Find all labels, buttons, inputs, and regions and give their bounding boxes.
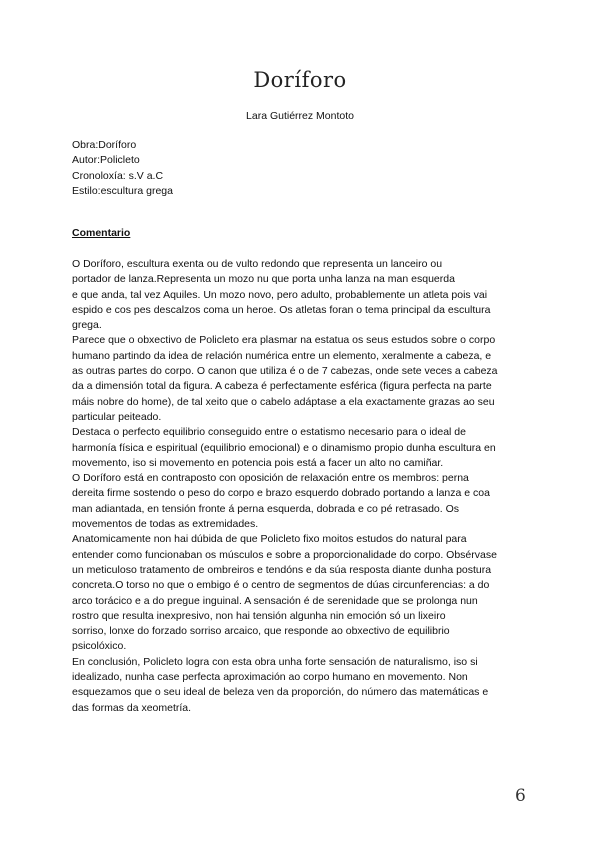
body-line: psicolóxico. <box>72 640 127 653</box>
body-line: En conclusión, Policleto logra con esta obra unha forte sensación de naturalismo, iso si <box>72 655 478 668</box>
body-line: arco torácico e a do pregue inguinal. A sensación é de serenidade que se prolonga nun <box>72 594 478 607</box>
body-line: máis nobre do home), de tal xeito que o cabelo adáptase a ela exactamente grazas ao seu <box>72 395 495 408</box>
body-line: as outras partes do corpo. O canon que utiliza é o de 7 cabezas, onde sete veces a cabeza <box>72 365 498 378</box>
page-number: 6 <box>515 786 526 806</box>
body-line: humano partindo da idea de relación numérica entre un elemento, xeralmente a cabeza, e <box>72 349 492 362</box>
body-line: espido e cos pes descalzos coma un heroe. Os atletas foran o tema principal da escultura <box>72 303 491 316</box>
body-line: grega. <box>72 319 102 332</box>
body-line: Anatomicamente non hai dúbida de que Policleto fixo moitos estudos do natural para <box>72 533 467 546</box>
body-line: Parece que o obxectivo de Policleto era plasmar na estatua os seus estudos sobre o corpo <box>72 334 496 347</box>
body-line: das formas da xeometría. <box>72 701 192 714</box>
body-line: entender como funcionaban os músculos e sobre a proporcionalidade do corpo. Obsérvase <box>72 548 497 561</box>
meta-obra: Obra:Doríforo <box>72 139 137 151</box>
body-line: O Doríforo está en contraposto con oposición de relaxación entre os membros: perna <box>72 472 469 485</box>
body-line: movemento, iso si movemento en potencia pois está a facer un alto no camiñar. <box>72 456 444 469</box>
document-title: Doríforo <box>253 68 347 92</box>
body-line: movementos de todas as extremidades. <box>72 518 259 531</box>
body-line: idealizado, nunha case perfecta aproximación ao corpo humano en movemento. Non <box>72 671 468 684</box>
body-line: dereita firme sostendo o peso do corpo e brazo esquerdo dobrado portando a lanza e coa <box>72 487 490 500</box>
body-line: portador de lanza.Representa un mozo nu que porta unha lanza na man esquerda <box>72 273 455 286</box>
body-line: da a dimensión total da figura. A cabeza é perfectamente esférica (figura perfecta na parte <box>72 380 492 393</box>
meta-cronoloxia: Cronoloxía: s.V a.C <box>72 169 164 182</box>
body-line: concreta.O torso no que o embigo é o centro de segmentos de dúas circunferencias: a do <box>72 579 490 592</box>
body-line: harmonía física e espiritual (equilibrio emocional) e o dinamismo propio dunha escultura en <box>72 441 496 454</box>
body-line: e que anda, tal vez Aquiles. Un mozo novo, pero adulto, probablemente un atleta pois vai <box>72 288 488 301</box>
body-line: sorriso, lonxe do forzado sorriso arcaico, que responde ao obxectivo de equilibrio <box>72 625 450 638</box>
artwork-metadata <box>72 138 173 199</box>
document-author: Lara Gutiérrez Montoto <box>246 110 354 122</box>
body-line: esquezamos que o seu ideal de beleza ven da proporción, do número das matemáticas e <box>72 686 489 699</box>
meta-estilo: Estilo:escultura grega <box>72 184 173 197</box>
body-line: un meticuloso tratamento de ombreiros e tendóns e da súa resposta diante dunha postura <box>72 563 492 576</box>
body-line: rostro que resulta inexpresivo, non hai tensión algunha nin emoción só un lixeiro <box>72 609 446 622</box>
body-line: man adiantada, en tensión fronte á perna esquerda, dobrada e co pé retrasado. Os <box>72 502 460 515</box>
section-heading: Comentario <box>72 227 131 239</box>
commentary-body <box>72 257 528 716</box>
body-line: Destaca o perfecto equilibrio conseguido entre o estatismo necesario para o ideal de <box>72 426 466 439</box>
body-line: particular peiteado. <box>72 410 162 423</box>
meta-autor: Autor:Policleto <box>72 154 140 167</box>
body-line: O Doríforo, escultura exenta ou de vulto redondo que representa un lanceiro ou <box>72 258 443 270</box>
